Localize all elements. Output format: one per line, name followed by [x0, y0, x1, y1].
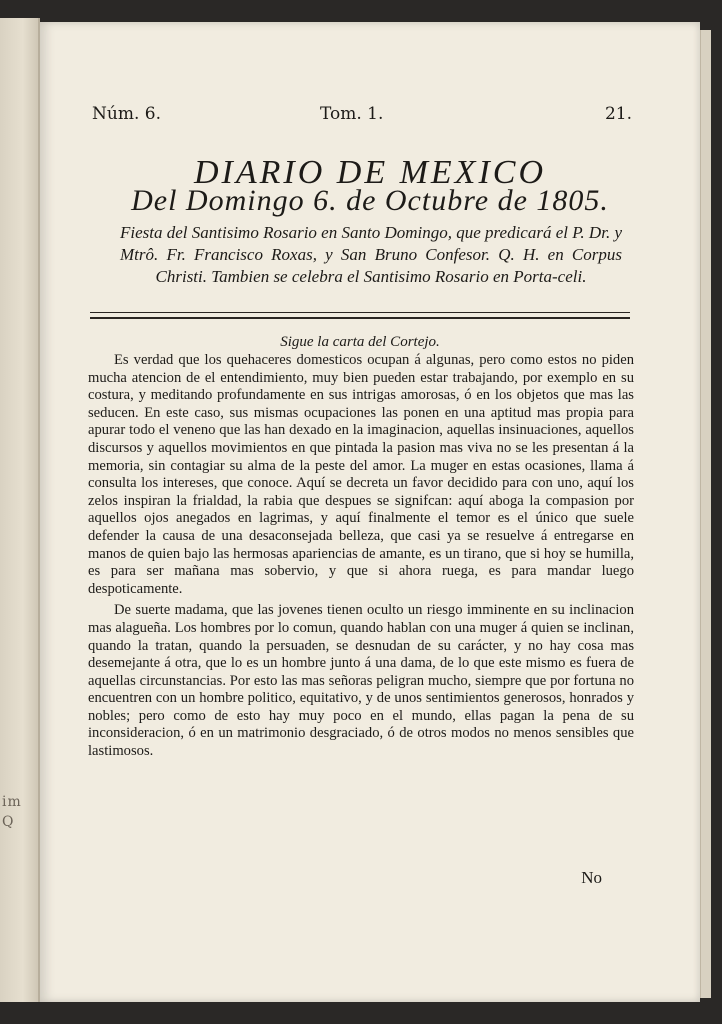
issue-number: Núm. 6. [92, 104, 161, 124]
religious-notice: Fiesta del Santisimo Rosario en Santo Domingo, que predicará el P. Dr. y Mtrô. Fr. Francisco Roxas, y San Bruno Confesor. Q. H. en Corpus Christi. Tambien se celebra el Santisimo Rosario en Porta-celi. [120, 223, 622, 286]
facing-page-fragment: im [2, 794, 22, 810]
page-number: 21. [604, 104, 632, 124]
masthead-title: DIARIO DE MEXICO [193, 154, 547, 191]
masthead-date: Del Domingo 6. de Octubre de 1805. [131, 184, 609, 217]
tome-number: Tom. 1. [320, 104, 384, 124]
running-header [92, 104, 632, 126]
catchword: No [581, 868, 602, 887]
page-edge [700, 30, 711, 998]
article-paragraph: De suerte madama, que las jovenes tienen oculto un riesgo imminente en su inclinacion mas alagueña. Los hombres por lo comun, quando hablan con una muger á quien se inclinan, quando la tratan, quando la persuaden, se desnudan de su carácter, y no hay cosa mas desemejante á otra, que lo es un hombre junto á una dama, de lo que este mismo es fuera de aquellas circunstancias. Por esto las mas señoras peligran mucho, siempre que por fortuna no encuentren con un hombre politico, equitativo, y de unos sentimientos generosos, honrados y nobles; pero como de esto hay muy poco en el mundo, ellas pagan la pena de su inconsideracion, ó en un matrimonio desgraciado, ó de otros modos no menos sensibles que lastimosos. [88, 602, 634, 760]
section-rule [90, 312, 630, 319]
newspaper-page [40, 22, 700, 1002]
article-paragraph: Es verdad que los quehaceres domesticos ocupan á algunas, pero como estos no piden mucha atencion de el entendimiento, muy bien pueden estar trabajando, por exemplo en su costura, y meditando profundamente en sus intrigas amorosas, ó en los objetos que mas las seducen. En este caso, sus mismas ocupaciones las ponen en una aptitud mas propia para apurar todo el veneno que las han dexado en la imaginacion, aquellas insinuaciones, aquellos discursos y aquellos movimientos en que pintada la pasion mas viva no se les presentan á la memoria, sin contagiar su alma de la peste del amor. La muger en estas ocasiones, llama á consulta los intereses, que conoce. Aquí se decreta un favor decidido para con uno, aquí los zelos inspiran la frialdad, la rabia que despues se signifcan: aquí aboga la compasion por aquellos ojos anegados en lagrimas, y aquí finalmente el temor es el único que suele defender la causa de una desaconsejada belleza, que casi ya se resuelve á entregarse en manos de quien bajo las hermosas apariencias de amante, es un tirano, que si hoy se humilla, es para ser mañana mas sobervio, y que si ahora ruega, es para mandar luego despoticamente. [88, 352, 634, 597]
article-body [88, 352, 634, 765]
article-title: Sigue la carta del Cortejo. [280, 334, 440, 350]
facing-page-edge [0, 18, 40, 1002]
facing-page-fragment: Q [2, 814, 15, 830]
